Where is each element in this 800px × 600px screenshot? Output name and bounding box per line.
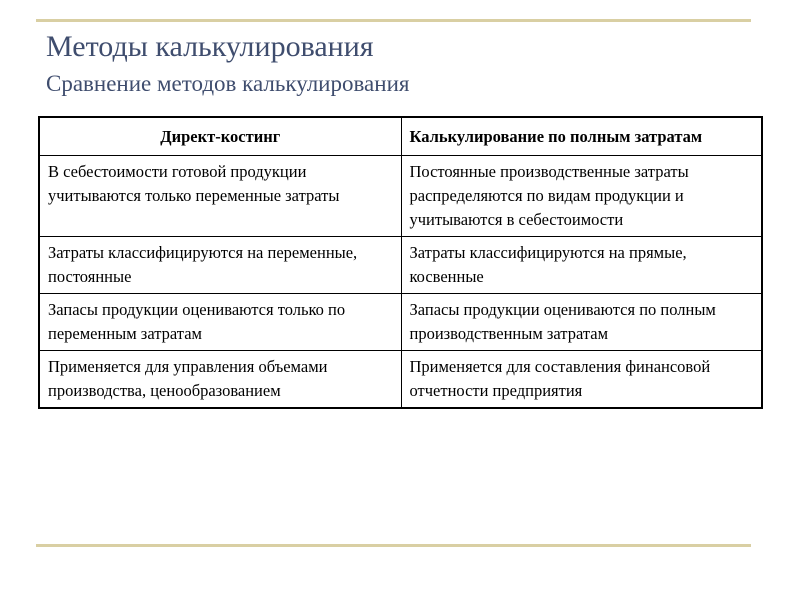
slide-title: Методы калькулирования — [46, 30, 374, 63]
table-header-row — [39, 117, 762, 156]
table-cell: Запасы продукции оцениваются только по переменным затратам — [39, 294, 401, 351]
top-decorative-rule — [36, 19, 751, 22]
table-row — [39, 351, 762, 409]
comparison-table — [38, 116, 763, 409]
header-full-costing: Калькулирование по полным затратам — [401, 117, 762, 156]
bottom-decorative-rule — [36, 544, 751, 547]
table-cell: Применяется для составления финансовой отчетности предприятия — [401, 351, 762, 409]
slide-header — [46, 30, 409, 98]
table-cell: Запасы продукции оцениваются по полным производственным затратам — [401, 294, 762, 351]
table-cell: Затраты классифицируются на прямые, косвенные — [401, 237, 762, 294]
table-cell: Применяется для управления объемами производства, ценообразованием — [39, 351, 401, 409]
table-row — [39, 156, 762, 237]
table-cell: Постоянные производственные затраты распределяются по видам продукции и учитываются в себестоимости — [401, 156, 762, 237]
header-direct-costing: Директ-костинг — [39, 117, 401, 156]
table-cell: Затраты классифицируются на переменные, постоянные — [39, 237, 401, 294]
table-row — [39, 237, 762, 294]
slide-subtitle: Сравнение методов калькулирования — [46, 71, 410, 96]
table-row — [39, 294, 762, 351]
table-cell: В себестоимости готовой продукции учитываются только переменные затраты — [39, 156, 401, 237]
